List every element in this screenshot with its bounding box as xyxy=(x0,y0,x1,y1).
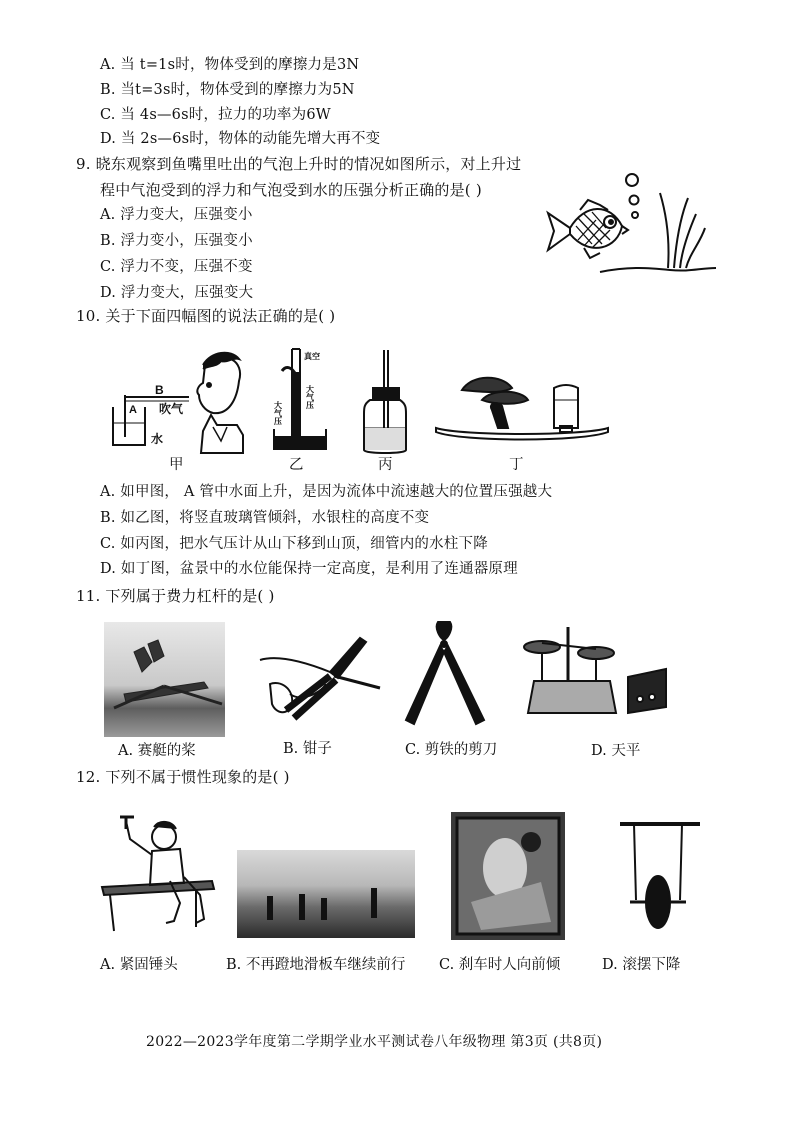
q11-caption-b: B. 钳子 xyxy=(283,741,332,757)
figure-ding-bonsai xyxy=(432,370,612,450)
fig-yi-label-atm-left: 大气压 xyxy=(273,401,283,425)
q11-caption-c: C. 剪铁的剪刀 xyxy=(405,742,498,758)
metal-shears-figure xyxy=(400,618,490,728)
fig-yi-label-atm-right: 大气压 xyxy=(305,385,315,409)
q8-option-b: B. 当t=3s时，物体受到的摩擦力为5N xyxy=(100,82,355,98)
fish-bubbles-figure xyxy=(540,168,722,278)
q9-option-b: B. 浮力变小，压强变小 xyxy=(100,233,253,249)
q10-caption-jia: 甲 xyxy=(169,457,184,473)
skateboard-photo xyxy=(237,850,415,938)
page-footer: 2022—2023学年度第二学期学业水平测试卷八年级物理 第3页 (共8页) xyxy=(146,1034,603,1050)
q8-option-c: C. 当 4s—6s时，拉力的功率为6W xyxy=(100,107,331,123)
q10-caption-ding: 丁 xyxy=(509,457,524,473)
fig-jia-label-a: A xyxy=(129,404,137,416)
q11-stem: 11. 下列属于费力杠杆的是( ) xyxy=(76,587,275,605)
q8-option-a: A. 当 t=1s时，物体受到的摩擦力是3N xyxy=(100,57,360,73)
q9-option-c: C. 浮力不变，压强不变 xyxy=(100,259,253,275)
figure-yi-torricelli xyxy=(270,345,330,455)
rolling-pendulum-figure xyxy=(618,820,702,935)
q12-caption-a: A. 紧固锤头 xyxy=(100,957,178,973)
q10-stem: 10. 关于下面四幅图的说法正确的是( ) xyxy=(76,307,336,325)
q12-caption-d: D. 滚摆下降 xyxy=(602,957,681,973)
q12-caption-c: C. 刹车时人向前倾 xyxy=(439,957,561,973)
q10-option-b: B. 如乙图，将竖直玻璃管倾斜，水银柱的高度不变 xyxy=(100,510,430,526)
q11-caption-a: A. 赛艇的桨 xyxy=(118,743,196,759)
balance-scale-figure xyxy=(520,617,670,727)
q8-option-d: D. 当 2s—6s时，物体的动能先增大再不变 xyxy=(100,131,381,147)
car-braking-photo xyxy=(451,812,565,940)
fig-yi-label-vacuum: 真空 xyxy=(304,352,320,361)
q10-caption-yi: 乙 xyxy=(289,457,304,473)
q11-caption-d: D. 天平 xyxy=(591,743,641,759)
figure-jia-blowing xyxy=(105,345,245,455)
fig-jia-label-water: 水 xyxy=(151,432,164,446)
hammer-man-figure xyxy=(100,815,225,935)
q10-option-c: C. 如丙图，把水气压计从山下移到山顶，细管内的水柱下降 xyxy=(100,536,488,552)
q10-option-d: D. 如丁图，盆景中的水位能保持一定高度，是利用了连通器原理 xyxy=(100,561,518,577)
fig-jia-label-blow: 吹气 xyxy=(159,402,184,416)
q9-option-a: A. 浮力变大，压强变小 xyxy=(100,207,253,223)
q12-stem: 12. 下列不属于惯性现象的是( ) xyxy=(76,768,290,786)
q10-option-a: A. 如甲图， A 管中水面上升，是因为流体中流速越大的位置压强越大 xyxy=(100,484,553,500)
pliers-figure xyxy=(250,624,385,729)
q9-stem-line1: 9. 晓东观察到鱼嘴里吐出的气泡上升时的情况如图所示，对上升过 xyxy=(76,155,522,173)
q10-caption-bing: 丙 xyxy=(378,457,393,473)
rowing-oar-photo xyxy=(104,622,225,737)
q12-caption-b: B. 不再蹬地滑板车继续前行 xyxy=(226,957,406,973)
fig-jia-label-b: B xyxy=(155,383,164,397)
q9-stem-line2: 程中气泡受到的浮力和气泡受到水的压强分析正确的是( ) xyxy=(100,181,482,199)
figure-bing-barometer xyxy=(360,348,410,456)
q9-option-d: D. 浮力变大，压强变大 xyxy=(100,285,254,301)
